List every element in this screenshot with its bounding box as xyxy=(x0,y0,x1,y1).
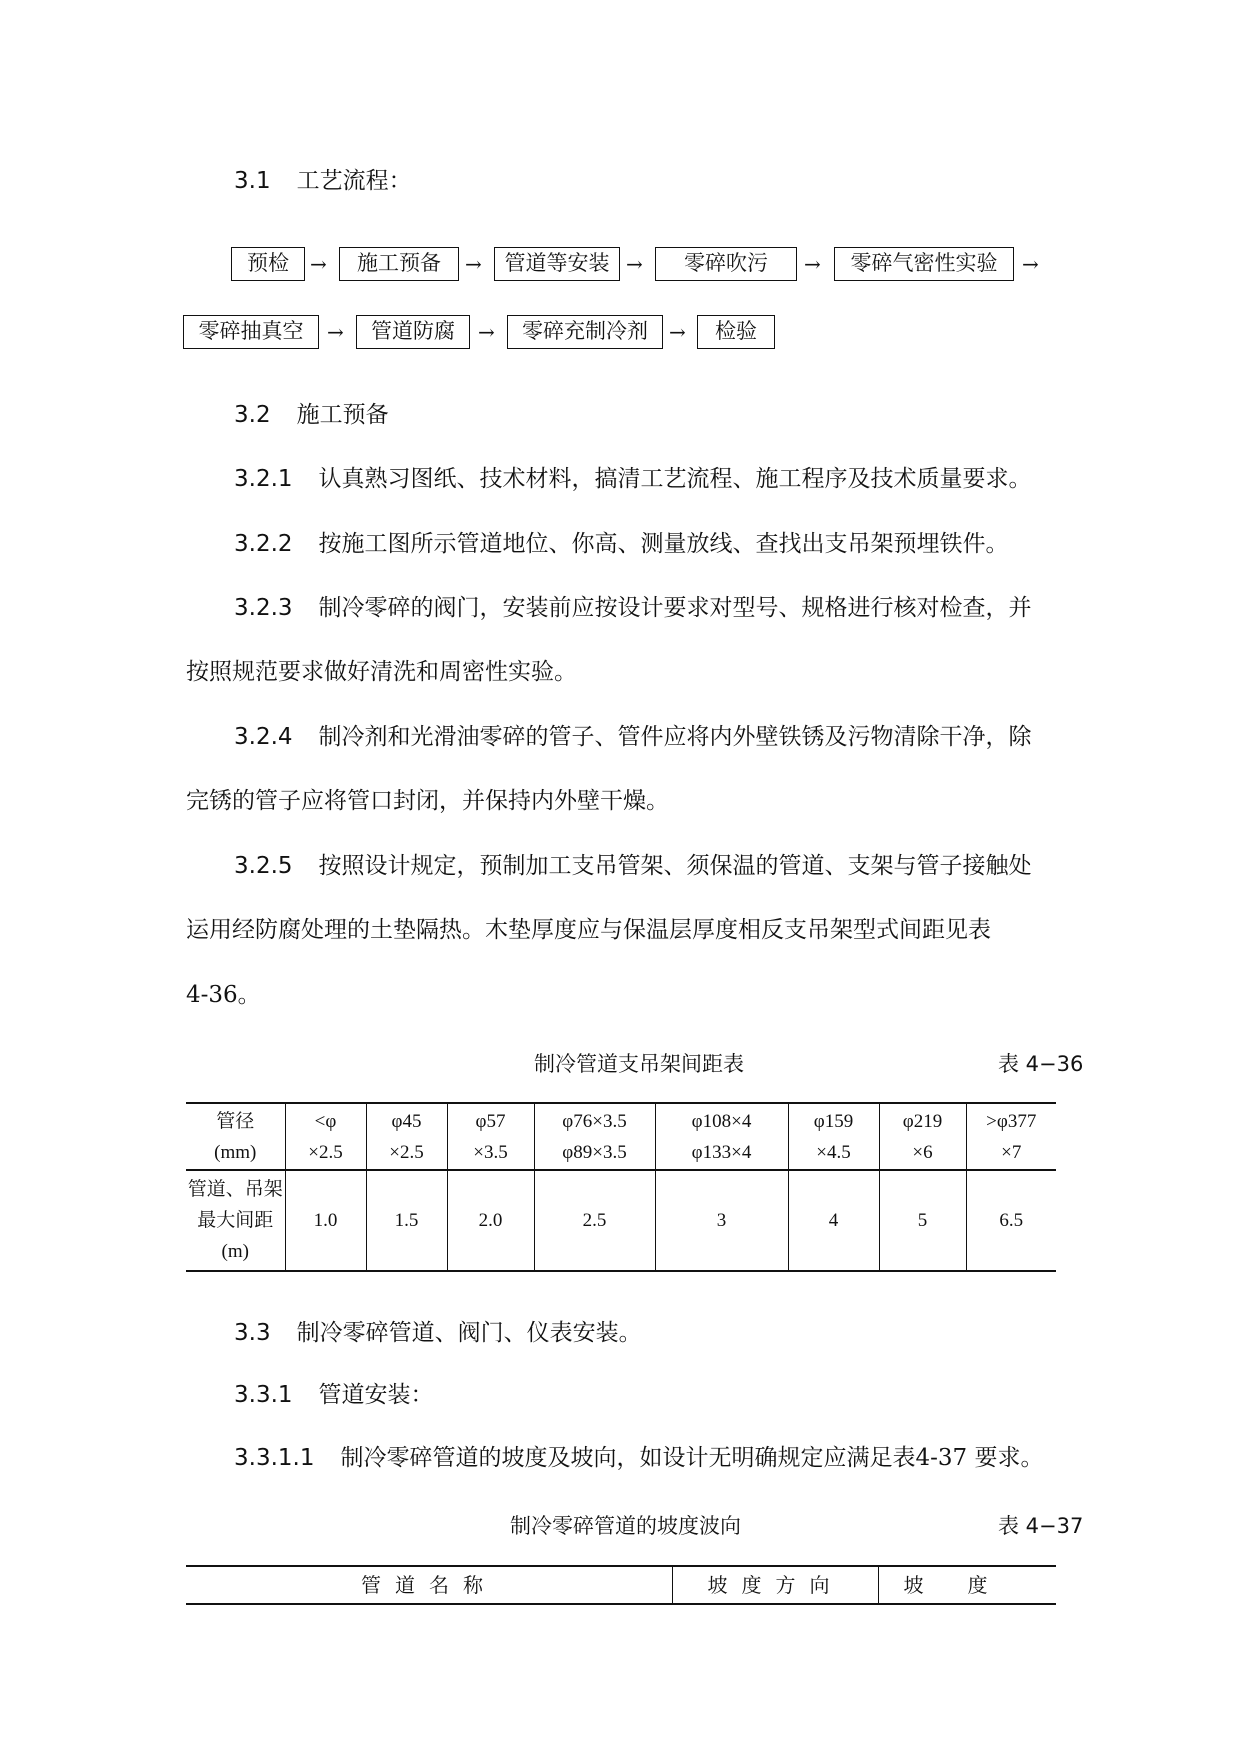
header-cell xyxy=(366,1103,447,1170)
header-pipe-name: 管道名称 xyxy=(361,1573,497,1597)
cell-line: φ108×4 xyxy=(691,1110,752,1132)
para-number: 3.2.4 xyxy=(234,724,293,750)
para-text: 认真熟习图纸、技术材料，搞清工艺流程、施工程序及技术质量要求。 xyxy=(318,466,1032,492)
flow-step-3: 管道等安装 xyxy=(494,247,620,281)
flow-step-9: 检验 xyxy=(697,315,775,349)
cell-line: φ45 xyxy=(391,1110,422,1132)
value-cell: 4 xyxy=(788,1170,879,1271)
flow-step-1: 预检 xyxy=(231,247,305,281)
value-cell: 1.0 xyxy=(285,1170,366,1271)
header-cell xyxy=(285,1103,366,1170)
cell-line: φ219 xyxy=(902,1110,943,1132)
cell-line: φ159 xyxy=(813,1110,854,1132)
cell-line: >φ377 xyxy=(986,1110,1037,1132)
flow-step-7: 管道防腐 xyxy=(356,315,470,349)
para-3-2-5-line1 xyxy=(234,851,1032,881)
flow-arrow: → xyxy=(1022,252,1039,276)
table-4-36-label: 表 4−36 xyxy=(998,1052,1084,1076)
flow-step-4: 零碎吹污 xyxy=(655,247,797,281)
flow-step-6: 零碎抽真空 xyxy=(183,315,319,349)
cell-line: ×2.5 xyxy=(389,1141,424,1163)
para-3-3-1 xyxy=(234,1380,434,1410)
cell-line: ×7 xyxy=(1001,1141,1022,1163)
para-text: 制冷零碎管道的坡度及坡向，如设计无明确规定应满足表4-37 要求。 xyxy=(340,1445,1044,1471)
flow-arrow: → xyxy=(626,252,643,276)
cell-line: φ76×3.5 xyxy=(562,1110,627,1132)
cell-line: <φ xyxy=(314,1110,337,1132)
slope-table-header xyxy=(186,1565,1056,1605)
flow-arrow: → xyxy=(669,320,686,344)
para-3-2-3-line2: 按照规范要求做好清洗和周密性实验。 xyxy=(186,659,577,685)
table-4-37-label: 表 4−37 xyxy=(998,1514,1084,1538)
header-cell xyxy=(966,1103,1056,1170)
para-3-3-1-1 xyxy=(234,1443,1043,1473)
heading-title: 制冷零碎管道、阀门、仪表安装。 xyxy=(296,1320,642,1346)
flow-step-5: 零碎气密性实验 xyxy=(834,247,1014,281)
cell-line: φ57 xyxy=(475,1110,506,1132)
header-slope-direction: 坡度方向 xyxy=(707,1573,844,1597)
para-3-2-4-line2: 完锈的管子应将管口封闭，并保持内外壁干燥。 xyxy=(186,788,669,814)
para-3-2-5-line2: 运用经防腐处理的土垫隔热。木垫厚度应与保温层厚度相反支吊架型式间距见表 xyxy=(186,917,991,943)
table-header-row xyxy=(186,1103,1056,1170)
support-spacing-table xyxy=(186,1102,1056,1272)
para-3-2-4-line1 xyxy=(234,722,1032,752)
heading-number: 3.2 xyxy=(234,402,271,428)
cell-line: ×3.5 xyxy=(473,1141,508,1163)
flow-arrow: → xyxy=(804,252,821,276)
heading-number: 3.3 xyxy=(234,1320,271,1346)
heading-3-2 xyxy=(234,400,389,430)
cell-line: ×6 xyxy=(912,1141,933,1163)
heading-title: 工艺流程： xyxy=(296,168,412,194)
heading-3-3 xyxy=(234,1318,642,1348)
value-cell: 2.0 xyxy=(447,1170,534,1271)
para-3-2-3-line1 xyxy=(234,593,1032,623)
header-cell xyxy=(534,1103,655,1170)
flow-arrow: → xyxy=(465,252,482,276)
flow-arrow: → xyxy=(310,252,327,276)
para-number: 3.3.1.1 xyxy=(234,1445,315,1471)
value-cell: 2.5 xyxy=(534,1170,655,1271)
para-text: 制冷剂和光滑油零碎的管子、管件应将内外壁铁锈及污物清除干净，除 xyxy=(318,724,1032,750)
row-label-cell xyxy=(186,1170,285,1271)
value-cell: 1.5 xyxy=(366,1170,447,1271)
value-cell: 5 xyxy=(879,1170,966,1271)
heading-title: 施工预备 xyxy=(296,402,389,428)
value-cell: 6.5 xyxy=(966,1170,1056,1271)
para-text: 管道安装： xyxy=(318,1382,434,1408)
para-text: 按照设计规定，预制加工支吊管架、须保温的管道、支架与管子接触处 xyxy=(318,853,1032,879)
header-label-cell xyxy=(186,1103,285,1170)
para-3-2-1 xyxy=(234,464,1032,494)
para-number: 3.2.3 xyxy=(234,595,293,621)
para-text: 按施工图所示管道地位、你高、测量放线、查找出支吊架预埋铁件。 xyxy=(318,531,1009,557)
cell-line: 管道、吊架 xyxy=(187,1179,283,1200)
table-4-37-title: 制冷零碎管道的坡度波向 xyxy=(510,1514,741,1538)
para-3-2-5-line3: 4-36。 xyxy=(186,982,261,1008)
cell-line: (mm) xyxy=(214,1141,257,1163)
table-row xyxy=(186,1170,1056,1271)
flow-arrow: → xyxy=(478,320,495,344)
cell-line: φ133×4 xyxy=(691,1141,752,1163)
para-number: 3.2.2 xyxy=(234,531,293,557)
header-cell xyxy=(788,1103,879,1170)
para-number: 3.2.1 xyxy=(234,466,293,492)
para-number: 3.3.1 xyxy=(234,1382,293,1408)
flow-step-2: 施工预备 xyxy=(339,247,459,281)
header-slope: 坡度 xyxy=(903,1573,1032,1597)
para-number: 3.2.5 xyxy=(234,853,293,879)
header-cell xyxy=(879,1103,966,1170)
flow-arrow: → xyxy=(327,320,344,344)
header-cell xyxy=(447,1103,534,1170)
heading-number: 3.1 xyxy=(234,168,271,194)
cell-line: φ89×3.5 xyxy=(562,1141,627,1163)
para-text: 制冷零碎的阀门，安装前应按设计要求对型号、规格进行核对检查，并 xyxy=(318,595,1032,621)
cell-line: 管径 xyxy=(216,1110,255,1132)
para-3-2-2 xyxy=(234,529,1009,559)
cell-line: ×2.5 xyxy=(308,1141,343,1163)
cell-line: ×4.5 xyxy=(816,1141,851,1163)
value-cell: 3 xyxy=(655,1170,788,1271)
cell-line: (m) xyxy=(221,1241,249,1262)
header-cell xyxy=(655,1103,788,1170)
table-4-36-title: 制冷管道支吊架间距表 xyxy=(534,1052,744,1076)
heading-3-1 xyxy=(234,166,412,196)
flow-step-8: 零碎充制冷剂 xyxy=(507,315,663,349)
cell-line: 最大间距 xyxy=(197,1210,274,1231)
